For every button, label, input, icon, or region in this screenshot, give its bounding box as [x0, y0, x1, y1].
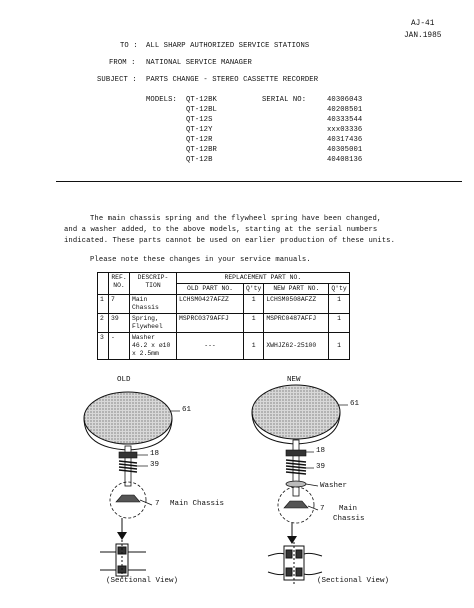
cell-description: Main Chassis [130, 295, 177, 314]
body-paragraph-line: The main chassis spring and the flywheel spring have been changed, [90, 215, 382, 223]
cell-qty-old: 1 [244, 333, 264, 360]
new-title: NEW [287, 376, 301, 384]
document-id: AJ-41 [411, 20, 435, 28]
cell-qty-old: 1 [244, 314, 264, 333]
cell-qty-new: 1 [329, 314, 349, 333]
cell-ref: - [109, 333, 130, 360]
new-chassis-boss [284, 501, 308, 508]
model-name: QT-12B [186, 156, 213, 164]
cell-index: 3 [98, 333, 109, 360]
cell-qty-new: 1 [329, 333, 349, 360]
service-note: Please note these changes in your service manuals. [90, 256, 311, 264]
cell-index: 2 [98, 314, 109, 333]
cell-qty-old: 1 [244, 295, 264, 314]
serial-number: 40305001 [327, 146, 363, 154]
model-name: QT-12R [186, 136, 213, 144]
cell-old-part: LCHSM0427AFZZ [177, 295, 244, 314]
model-name: QT-12BR [186, 146, 217, 154]
cell-description: Spring, Flywheel [130, 314, 177, 333]
cell-description: Washer 46.2 x ø10 x 2.5mm [130, 333, 177, 360]
body-paragraph-line: indicated. These parts cannot be used on earlier production of these units. [64, 237, 395, 245]
old-callout-61: 61 [182, 406, 192, 414]
table-header-description: DESCRIP- TION [130, 273, 177, 295]
cell-qty-new: 1 [329, 295, 349, 314]
table-header-new: NEW PART NO. [264, 284, 329, 295]
old-main-chassis-label: Main Chassis [170, 500, 225, 508]
new-callout-18: 18 [316, 447, 326, 455]
old-callout-18: 18 [150, 450, 160, 458]
serial-number: xxx03336 [327, 126, 363, 134]
cell-index: 1 [98, 295, 109, 314]
serial-number: 40317436 [327, 136, 363, 144]
old-part-18 [119, 452, 137, 458]
serial-label: SERIAL NO: [262, 96, 307, 104]
cell-old-part: --- [177, 333, 244, 360]
table-header-ref: REF. NO. [109, 273, 130, 295]
old-chassis-boss [116, 495, 140, 502]
new-main-label: Main [339, 505, 358, 513]
cell-ref: 39 [109, 314, 130, 333]
cell-old-part: MSPRC0379AFFJ [177, 314, 244, 333]
cell-new-part: MSPRC0487AFFJ [264, 314, 329, 333]
old-callout-7: 7 [155, 500, 160, 508]
new-callout-61: 61 [350, 400, 360, 408]
serial-number: 40408136 [327, 156, 363, 164]
serial-number: 40306043 [327, 96, 363, 104]
old-sectional-view [100, 540, 146, 580]
new-callout-7: 7 [320, 505, 325, 513]
models-label: MODELS: [146, 96, 177, 104]
model-name: QT-12Y [186, 126, 213, 134]
old-flywheel [84, 392, 172, 444]
cell-new-part: XWHJZ62-25100 [264, 333, 329, 360]
old-callout-39: 39 [150, 461, 160, 469]
cell-ref: 7 [109, 295, 130, 314]
old-assembly [84, 392, 172, 580]
new-arrow-head [287, 536, 297, 544]
from-label: FROM : [109, 59, 136, 67]
table-header-old: OLD PART NO. [177, 284, 244, 295]
table-header-replacement: REPLACEMENT PART NO. [177, 273, 350, 284]
old-sectional-view-label: (Sectional View) [106, 577, 179, 585]
body-paragraph-line: and a washer added, to the above models, starting at the serial numbers [64, 226, 378, 234]
new-callout-39: 39 [316, 463, 326, 471]
new-washer-label: Washer [320, 482, 348, 490]
cell-new-part: LCHSM0508AFZZ [264, 295, 329, 314]
serial-number: 40333544 [327, 116, 363, 124]
to-label: TO : [120, 42, 138, 50]
subject-label: SUBJECT : [97, 76, 137, 84]
document-date: JAN.1985 [404, 32, 442, 40]
table-header-qty-old: Q'ty [244, 284, 264, 295]
table-header-qty-new: Q'ty [329, 284, 349, 295]
new-chassis-label: Chassis [333, 515, 365, 523]
new-sectional-view [268, 542, 322, 584]
new-part-18 [286, 450, 306, 456]
new-washer [286, 481, 306, 487]
model-name: QT-12BL [186, 106, 217, 114]
old-arrow-head [117, 532, 127, 540]
old-title: OLD [117, 376, 131, 384]
model-name: QT-12S [186, 116, 213, 124]
model-name: QT-12BK [186, 96, 217, 104]
from-value: NATIONAL SERVICE MANAGER [146, 59, 252, 67]
serial-number: 40208501 [327, 106, 363, 114]
new-sectional-view-label: (Sectional View) [317, 577, 390, 585]
new-flywheel [252, 385, 340, 439]
to-value: ALL SHARP AUTHORIZED SERVICE STATIONS [146, 42, 310, 50]
subject-value: PARTS CHANGE - STEREO CASSETTE RECORDER [146, 76, 319, 84]
